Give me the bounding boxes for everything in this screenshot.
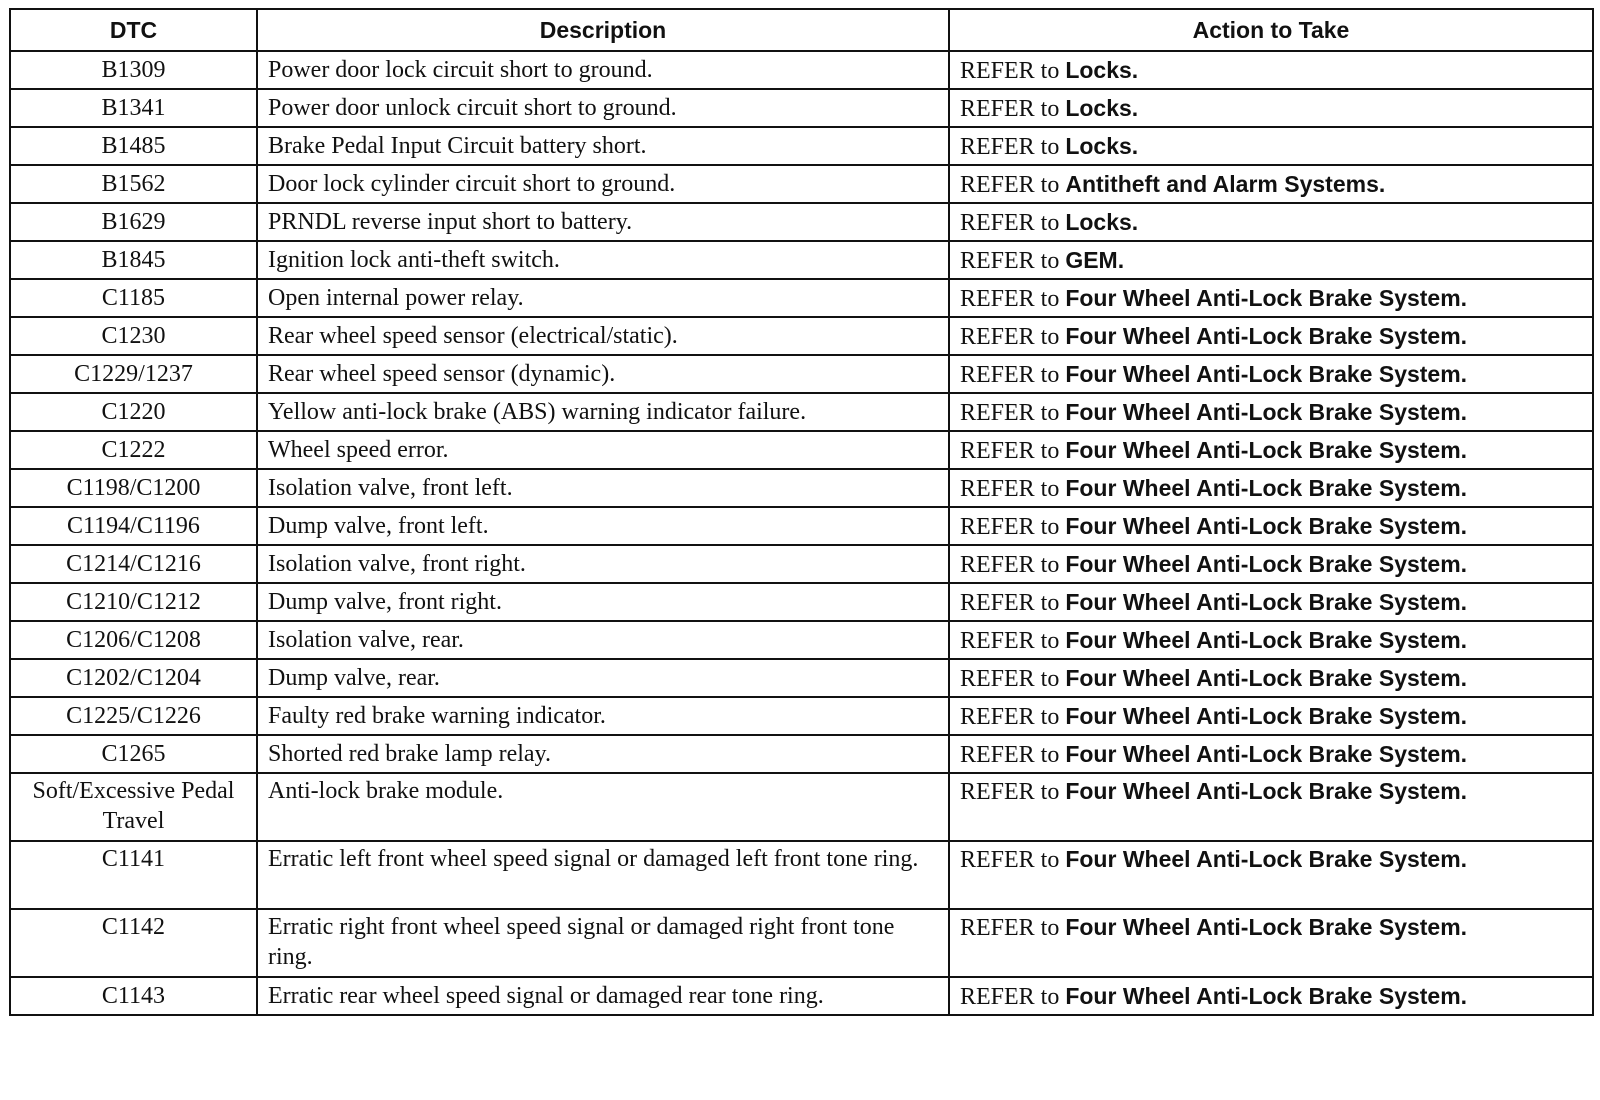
- action-prefix: REFER to: [959, 437, 1060, 464]
- dtc-description: Open internal power relay.: [257, 279, 949, 317]
- dtc-code: C1143: [10, 977, 257, 1015]
- dtc-code: C1229/1237: [10, 355, 257, 393]
- dtc-description: PRNDL reverse input short to battery.: [257, 203, 949, 241]
- dtc-description: Power door lock circuit short to ground.: [257, 51, 949, 89]
- action-reference-link[interactable]: Four Wheel Anti-Lock Brake System.: [1065, 664, 1468, 691]
- action-reference-link[interactable]: Four Wheel Anti-Lock Brake System.: [1065, 284, 1468, 311]
- action-reference-link[interactable]: Four Wheel Anti-Lock Brake System.: [1065, 914, 1468, 940]
- action-prefix: REFER to: [959, 285, 1060, 312]
- action-prefix: REFER to: [959, 209, 1060, 236]
- dtc-action: [949, 583, 1593, 621]
- dtc-action: [949, 735, 1593, 773]
- dtc-action: [949, 469, 1593, 507]
- action-prefix: REFER to: [959, 171, 1060, 198]
- action-prefix: REFER to: [959, 247, 1060, 274]
- action-prefix: REFER to: [959, 983, 1060, 1010]
- table-body: [10, 51, 1593, 1015]
- dtc-code: C1185: [10, 279, 257, 317]
- dtc-code: C1141: [10, 841, 257, 909]
- action-prefix: REFER to: [959, 513, 1060, 540]
- action-prefix: REFER to: [959, 323, 1060, 350]
- dtc-description: Isolation valve, rear.: [257, 621, 949, 659]
- dtc-action: [949, 909, 1593, 977]
- dtc-code: B1341: [10, 89, 257, 127]
- action-reference-link[interactable]: Four Wheel Anti-Lock Brake System.: [1065, 360, 1468, 387]
- table-row: [10, 51, 1593, 89]
- dtc-description: Dump valve, front left.: [257, 507, 949, 545]
- action-prefix: REFER to: [959, 57, 1060, 84]
- table-row: [10, 469, 1593, 507]
- dtc-description: Power door unlock circuit short to ground.: [257, 89, 949, 127]
- action-prefix: REFER to: [959, 589, 1060, 616]
- dtc-description: Yellow anti-lock brake (ABS) warning indicator failure.: [257, 393, 949, 431]
- header-dtc: DTC: [10, 9, 257, 51]
- dtc-description: Dump valve, rear.: [257, 659, 949, 697]
- table-row: [10, 431, 1593, 469]
- dtc-code: B1485: [10, 127, 257, 165]
- dtc-action: [949, 977, 1593, 1015]
- action-reference-link[interactable]: Four Wheel Anti-Lock Brake System.: [1065, 398, 1468, 425]
- dtc-description: Shorted red brake lamp relay.: [257, 735, 949, 773]
- action-reference-link[interactable]: Antitheft and Alarm Systems.: [1065, 170, 1386, 197]
- action-reference-link[interactable]: Locks.: [1065, 94, 1139, 121]
- dtc-action: [949, 51, 1593, 89]
- dtc-code: C1225/C1226: [10, 697, 257, 735]
- dtc-code: C1265: [10, 735, 257, 773]
- action-prefix: REFER to: [959, 133, 1060, 160]
- table-row: [10, 203, 1593, 241]
- dtc-action: [949, 89, 1593, 127]
- dtc-action: [949, 431, 1593, 469]
- dtc-description: Erratic rear wheel speed signal or damaged rear tone ring.: [257, 977, 949, 1015]
- dtc-code: B1562: [10, 165, 257, 203]
- action-reference-link[interactable]: Four Wheel Anti-Lock Brake System.: [1065, 846, 1468, 872]
- table-row: [10, 89, 1593, 127]
- action-reference-link[interactable]: GEM.: [1065, 246, 1125, 273]
- action-reference-link[interactable]: Four Wheel Anti-Lock Brake System.: [1065, 512, 1468, 539]
- action-reference-link[interactable]: Locks.: [1065, 132, 1139, 159]
- dtc-action: [949, 507, 1593, 545]
- header-action: Action to Take: [949, 9, 1593, 51]
- action-prefix: REFER to: [959, 741, 1060, 768]
- dtc-description: Anti-lock brake module.: [257, 773, 949, 841]
- dtc-code: C1222: [10, 431, 257, 469]
- action-reference-link[interactable]: Locks.: [1065, 56, 1139, 83]
- action-prefix: REFER to: [959, 627, 1060, 654]
- dtc-code: C1220: [10, 393, 257, 431]
- dtc-code: B1309: [10, 51, 257, 89]
- dtc-code: C1206/C1208: [10, 621, 257, 659]
- table-row: [10, 393, 1593, 431]
- dtc-action: [949, 659, 1593, 697]
- table-row: [10, 241, 1593, 279]
- dtc-description: Rear wheel speed sensor (electrical/static).: [257, 317, 949, 355]
- action-reference-link[interactable]: Four Wheel Anti-Lock Brake System.: [1065, 474, 1468, 501]
- table-row: [10, 773, 1593, 841]
- dtc-code: C1230: [10, 317, 257, 355]
- dtc-code: C1194/C1196: [10, 507, 257, 545]
- dtc-code: C1142: [10, 909, 257, 977]
- action-reference-link[interactable]: Four Wheel Anti-Lock Brake System.: [1065, 550, 1468, 577]
- header-description: Description: [257, 9, 949, 51]
- dtc-action: [949, 355, 1593, 393]
- dtc-description: Ignition lock anti-theft switch.: [257, 241, 949, 279]
- table-row: [10, 621, 1593, 659]
- dtc-action: [949, 165, 1593, 203]
- header-row: [10, 9, 1593, 51]
- action-prefix: REFER to: [959, 779, 1060, 805]
- dtc-code: Soft/Excessive Pedal Travel: [10, 773, 257, 841]
- table-row: [10, 735, 1593, 773]
- action-reference-link[interactable]: Four Wheel Anti-Lock Brake System.: [1065, 778, 1468, 804]
- dtc-description: Dump valve, front right.: [257, 583, 949, 621]
- action-prefix: REFER to: [959, 847, 1060, 873]
- dtc-code: C1202/C1204: [10, 659, 257, 697]
- table-row: [10, 127, 1593, 165]
- table-row: [10, 279, 1593, 317]
- action-prefix: REFER to: [959, 361, 1060, 388]
- dtc-action: [949, 393, 1593, 431]
- dtc-action: [949, 773, 1593, 841]
- action-prefix: REFER to: [959, 703, 1060, 730]
- action-reference-link[interactable]: Four Wheel Anti-Lock Brake System.: [1065, 702, 1468, 729]
- action-reference-link[interactable]: Four Wheel Anti-Lock Brake System.: [1065, 740, 1468, 767]
- action-reference-link[interactable]: Four Wheel Anti-Lock Brake System.: [1065, 322, 1468, 349]
- table-row: [10, 841, 1593, 909]
- dtc-table: [9, 8, 1594, 1016]
- dtc-action: [949, 127, 1593, 165]
- dtc-description: Erratic right front wheel speed signal or damaged right front tone ring.: [257, 909, 949, 977]
- table-row: [10, 355, 1593, 393]
- dtc-code: C1210/C1212: [10, 583, 257, 621]
- dtc-description: Isolation valve, front left.: [257, 469, 949, 507]
- dtc-action: [949, 841, 1593, 909]
- dtc-action: [949, 203, 1593, 241]
- action-prefix: REFER to: [959, 399, 1060, 426]
- dtc-action: [949, 697, 1593, 735]
- action-prefix: REFER to: [959, 915, 1060, 941]
- dtc-description: Faulty red brake warning indicator.: [257, 697, 949, 735]
- table-row: [10, 165, 1593, 203]
- action-reference-link[interactable]: Four Wheel Anti-Lock Brake System.: [1065, 436, 1468, 463]
- dtc-description: Erratic left front wheel speed signal or damaged left front tone ring.: [257, 841, 949, 909]
- action-reference-link[interactable]: Four Wheel Anti-Lock Brake System.: [1065, 982, 1468, 1009]
- dtc-code: B1845: [10, 241, 257, 279]
- table-row: [10, 583, 1593, 621]
- table-row: [10, 697, 1593, 735]
- dtc-description: Wheel speed error.: [257, 431, 949, 469]
- dtc-code: C1214/C1216: [10, 545, 257, 583]
- dtc-action: [949, 241, 1593, 279]
- dtc-description: Brake Pedal Input Circuit battery short.: [257, 127, 949, 165]
- dtc-code: C1198/C1200: [10, 469, 257, 507]
- action-prefix: REFER to: [959, 475, 1060, 502]
- dtc-description: Door lock cylinder circuit short to ground.: [257, 165, 949, 203]
- action-reference-link[interactable]: Four Wheel Anti-Lock Brake System.: [1065, 626, 1468, 653]
- table-row: [10, 317, 1593, 355]
- table-row: [10, 659, 1593, 697]
- dtc-action: [949, 317, 1593, 355]
- table-row: [10, 545, 1593, 583]
- dtc-code: B1629: [10, 203, 257, 241]
- dtc-action: [949, 279, 1593, 317]
- dtc-action: [949, 621, 1593, 659]
- dtc-action: [949, 545, 1593, 583]
- action-reference-link[interactable]: Locks.: [1065, 208, 1139, 235]
- table-row: [10, 977, 1593, 1015]
- action-prefix: REFER to: [959, 551, 1060, 578]
- table-row: [10, 909, 1593, 977]
- dtc-description: Isolation valve, front right.: [257, 545, 949, 583]
- action-prefix: REFER to: [959, 665, 1060, 692]
- action-reference-link[interactable]: Four Wheel Anti-Lock Brake System.: [1065, 588, 1468, 615]
- dtc-description: Rear wheel speed sensor (dynamic).: [257, 355, 949, 393]
- action-prefix: REFER to: [959, 95, 1060, 122]
- table-row: [10, 507, 1593, 545]
